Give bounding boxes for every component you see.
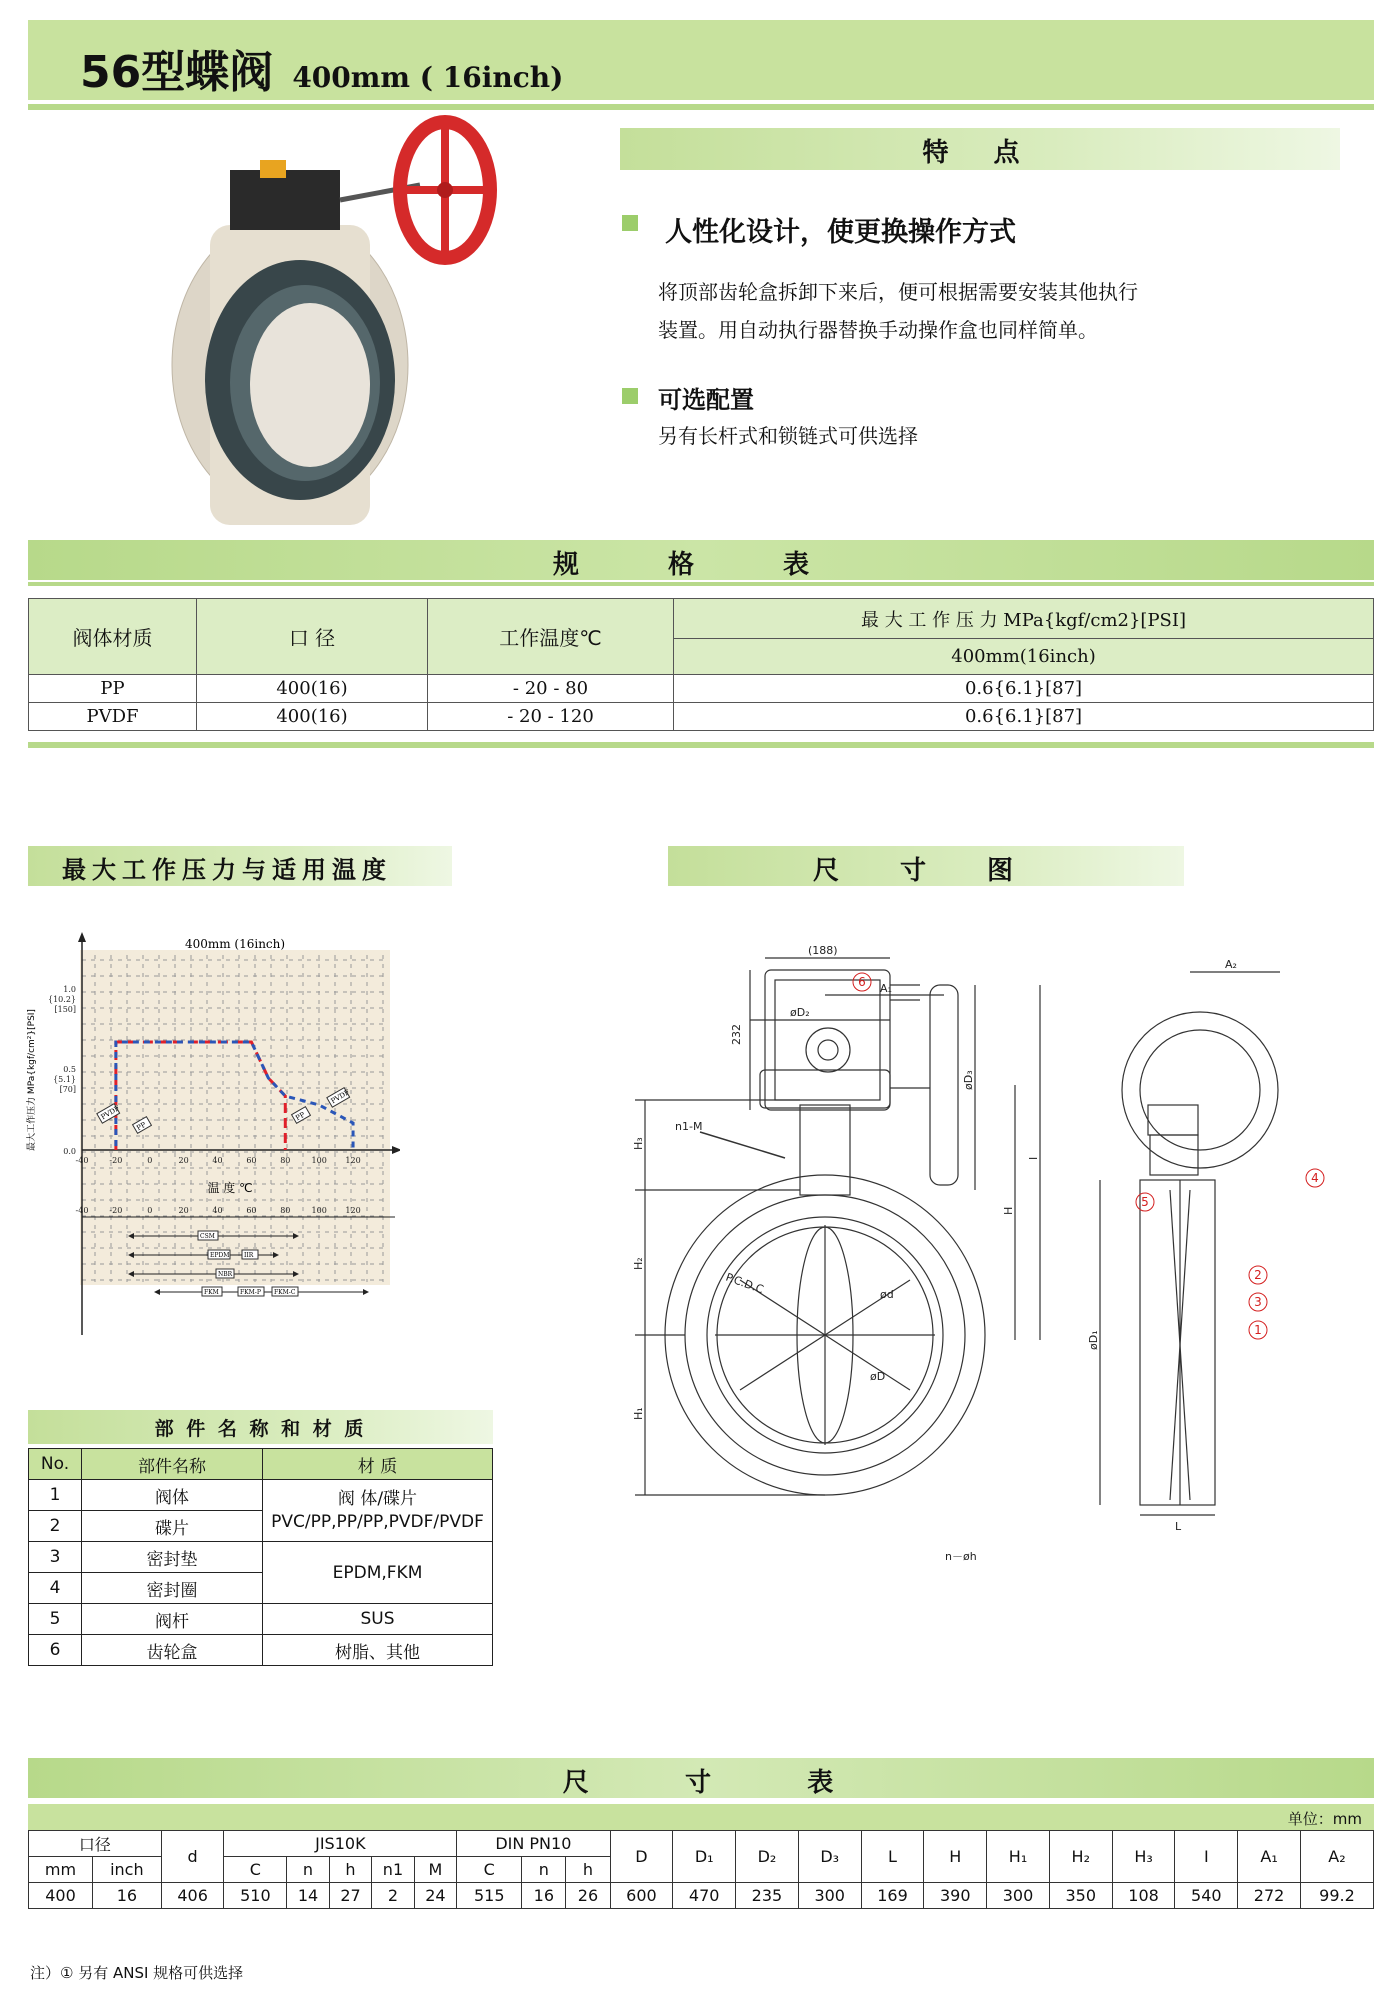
parts-name: 阀体 [82,1480,263,1511]
spec-cell: PP [29,675,197,703]
pt-series-label: PP [135,1120,148,1133]
dim-cell: 26 [566,1883,610,1909]
label-nh: n－øh [945,1550,977,1563]
label-h: H [1002,1206,1015,1215]
spec-cell: - 20 - 120 [428,703,674,731]
drawing-title: 尺 寸 图 [812,856,1040,886]
feature-1-line1: 将顶部齿轮盒拆卸下来后，便可根据需要安装其他执行 [658,280,1138,304]
parts-material: 阀 体/碟片 [337,1489,418,1510]
pt-ytick: [70] [59,1085,76,1094]
parts-no: 2 [29,1511,82,1542]
product-photo [170,115,520,535]
dim-header-din: DIN PN10 [457,1831,610,1857]
spec-cell: 0.6{6.1}[87] [674,675,1374,703]
pt-seal-label: CSM [200,1233,215,1240]
dim-col: D₁ [673,1831,736,1883]
label-n1m: n1-M [675,1120,703,1133]
parts-material: EPDM,FKM [263,1542,493,1604]
pt-xtick: 100 [311,1206,327,1215]
callout-6: 6 [858,975,866,989]
dim-cell: 515 [457,1883,522,1909]
dim-cell: 350 [1049,1883,1112,1909]
pt-xtick: 60 [246,1156,257,1165]
table-row [29,1883,1374,1909]
dim-cell: 540 [1175,1883,1238,1909]
header-rule [28,104,1374,110]
label-top-width: (188) [808,944,838,957]
dim-cell: 14 [287,1883,330,1909]
label-a1: A₁ [880,982,892,995]
label-d2: øD₂ [790,1006,810,1019]
parts-material: PVC/PP,PP/PP,PVDF/PVDF [271,1511,484,1532]
pt-xtick: 20 [178,1206,189,1215]
dim-cell: 510 [224,1883,287,1909]
dim-sub: h [329,1857,372,1883]
pt-title: 400mm (16inch) [184,937,286,951]
pt-xtick: 80 [280,1156,291,1165]
dim-col: D [610,1831,673,1883]
spec-bottom-rule [28,742,1374,748]
dim-sub: h [566,1857,610,1883]
label-h2: H₂ [632,1257,645,1270]
spec-cell: 400(16) [197,675,428,703]
label-a2: A₂ [1225,958,1237,971]
parts-header-material: 材 质 [263,1449,493,1480]
dim-col: D₂ [736,1831,799,1883]
dim-cell: 470 [673,1883,736,1909]
feature-1-line2: 装置。用自动执行器替换手动操作盒也同样简单。 [658,318,1098,342]
dim-sub: C [224,1857,287,1883]
pt-section-title: 最大工作压力与适用温度 [62,856,392,884]
dim-header-bore: 口径 [29,1831,162,1857]
pt-xtick: 120 [345,1156,361,1165]
pt-xtick: 120 [345,1206,361,1215]
dimtable-note: 注）① 另有 ANSI 规格可供选择 [30,1964,244,1982]
dim-cell: 235 [736,1883,799,1909]
callout-3: 3 [1254,1295,1262,1309]
pt-ytick: 1.0 [63,985,76,994]
dim-header-d: d [161,1831,224,1883]
pt-xlabel: 温 度 ℃ [207,1181,253,1195]
dimtable-title: 尺 寸 表 [562,1768,840,1798]
dim-col: I [1175,1831,1238,1883]
dim-sub: inch [93,1857,162,1883]
label-d: ød [880,1288,894,1301]
parts-name: 阀杆 [82,1604,263,1635]
spec-cell: 400(16) [197,703,428,731]
dim-cell: 406 [161,1883,224,1909]
pt-xtick: 20 [178,1156,189,1165]
model-name: 56型蝶阀 [80,47,274,98]
table-row [29,1604,493,1635]
dim-col: H₃ [1112,1831,1175,1883]
pt-xtick: 80 [280,1206,291,1215]
parts-material-12 [263,1480,493,1542]
dim-cell: 108 [1112,1883,1175,1909]
pt-xtick: 0 [147,1156,153,1165]
model-size: 400mm ( 16inch) [292,61,564,94]
feature-2-text: 另有长杆式和锁链式可供选择 [658,424,918,448]
spec-cell: - 20 - 80 [428,675,674,703]
dim-col: A₂ [1300,1831,1373,1883]
table-row [29,703,1374,731]
pt-xtick: -20 [109,1206,123,1215]
pt-seal-label: EPDM [210,1252,230,1259]
parts-no: 4 [29,1573,82,1604]
callout-2: 2 [1254,1268,1262,1282]
dim-col: H [924,1831,987,1883]
dim-sub: M [414,1857,457,1883]
dim-cell: 300 [987,1883,1050,1909]
dim-cell: 16 [93,1883,162,1909]
dim-sub: C [457,1857,522,1883]
pt-ytick: {10.2} [48,995,76,1004]
pt-seal-label: FKM-C [274,1289,296,1296]
spec-header-material: 阀体材质 [29,599,197,675]
parts-no: 6 [29,1635,82,1666]
dimension-drawing [600,940,1380,1710]
parts-material: SUS [263,1604,493,1635]
parts-material: 树脂、其他 [263,1635,493,1666]
spec-header-bore: 口 径 [197,599,428,675]
dim-cell: 2 [372,1883,414,1909]
dim-cell: 24 [414,1883,457,1909]
dim-cell: 169 [861,1883,924,1909]
pt-series-label: PVDF [99,1104,122,1122]
parts-name: 密封圈 [82,1573,263,1604]
dim-col: L [861,1831,924,1883]
dim-cell: 16 [522,1883,566,1909]
dim-cell: 27 [329,1883,372,1909]
pt-seal-label: IIR [244,1252,254,1259]
pt-xtick: 100 [311,1156,327,1165]
spec-cell: PVDF [29,703,197,731]
dim-cell: 400 [29,1883,93,1909]
pt-xtick: 0 [147,1206,153,1215]
label-h3: H₃ [632,1137,645,1150]
pt-xtick: 40 [212,1156,223,1165]
dim-cell: 272 [1238,1883,1301,1909]
callout-4: 4 [1311,1171,1319,1185]
pt-ytick: [150] [54,1005,76,1014]
feature-1-title: 人性化设计，使更换操作方式 [665,217,1016,248]
table-row [29,1635,493,1666]
parts-title: 部 件 名 称 和 材 质 [154,1418,367,1440]
pt-series-label: PVDF [329,1088,352,1106]
dim-sub: n [522,1857,566,1883]
label-d3: øD₃ [962,1070,975,1090]
dim-col: A₁ [1238,1831,1301,1883]
dimension-table [28,1830,1374,1909]
dim-cell: 300 [798,1883,861,1909]
spec-title: 规 格 表 [552,550,850,580]
dim-col: H₂ [1049,1831,1112,1883]
label-top-height: 232 [730,1024,743,1045]
dim-col: D₃ [798,1831,861,1883]
pt-series-label: PP [294,1110,307,1123]
label-h1: H₁ [632,1407,645,1420]
dim-header-jis: JIS10K [224,1831,457,1857]
dim-sub: n1 [372,1857,414,1883]
callout-1: 1 [1254,1323,1262,1337]
dim-sub: n [287,1857,330,1883]
feature-1-bullet [622,215,638,235]
label-i: I [1027,1156,1040,1160]
label-l: L [1175,1520,1182,1533]
label-D: øD [870,1370,886,1383]
spec-header-temp: 工作温度℃ [428,599,674,675]
parts-no: 5 [29,1604,82,1635]
pt-xtick: -40 [75,1156,89,1165]
spec-table [28,598,1374,731]
dim-cell: 600 [610,1883,673,1909]
pt-ytick: 0.5 [63,1065,76,1074]
parts-table [28,1448,493,1666]
dim-col: H₁ [987,1831,1050,1883]
pt-chart [20,930,400,1350]
unit-bar [28,1804,1374,1830]
pt-xtick: 40 [212,1206,223,1215]
table-row [29,675,1374,703]
parts-no: 1 [29,1480,82,1511]
parts-header-name: 部件名称 [82,1449,263,1480]
table-row [29,1542,493,1573]
dim-cell: 390 [924,1883,987,1909]
pt-ytick: {5.1} [53,1075,76,1084]
page-title [80,36,563,100]
label-pcd: P.C.D.C [723,1270,766,1297]
pt-ytick: 0.0 [63,1147,76,1156]
spec-header-pressure: 最 大 工 作 压 力 MPa{kgf/cm2}[PSI] [674,599,1374,639]
label-d1: øD₁ [1087,1330,1100,1350]
feature-2-bullet [622,388,638,408]
unit-label: 单位：mm [1287,1810,1362,1828]
parts-name: 齿轮盒 [82,1635,263,1666]
pt-seal-label: FKM-P [240,1289,261,1296]
dim-sub: mm [29,1857,93,1883]
parts-name: 碟片 [82,1511,263,1542]
pt-xtick: -40 [75,1206,89,1215]
pt-seal-label: NBR [218,1271,233,1278]
parts-no: 3 [29,1542,82,1573]
feature-2-title: 可选配置 [658,386,754,414]
spec-cell: 0.6{6.1}[87] [674,703,1374,731]
callout-5: 5 [1141,1195,1149,1209]
pt-ylabel: 最大工作压力 MPa{kgf/cm²}[PSI] [27,1009,37,1151]
table-row [29,1480,493,1511]
pt-xtick: -20 [109,1156,123,1165]
spec-header-pressure-sub: 400mm(16inch) [674,639,1374,675]
pt-xtick: 60 [246,1206,257,1215]
parts-header-no: No. [29,1449,82,1480]
dim-cell: 99.2 [1300,1883,1373,1909]
parts-name: 密封垫 [82,1542,263,1573]
features-title: 特 点 [922,138,1038,168]
spec-rule [28,582,1374,586]
pt-seal-label: FKM [204,1289,219,1296]
